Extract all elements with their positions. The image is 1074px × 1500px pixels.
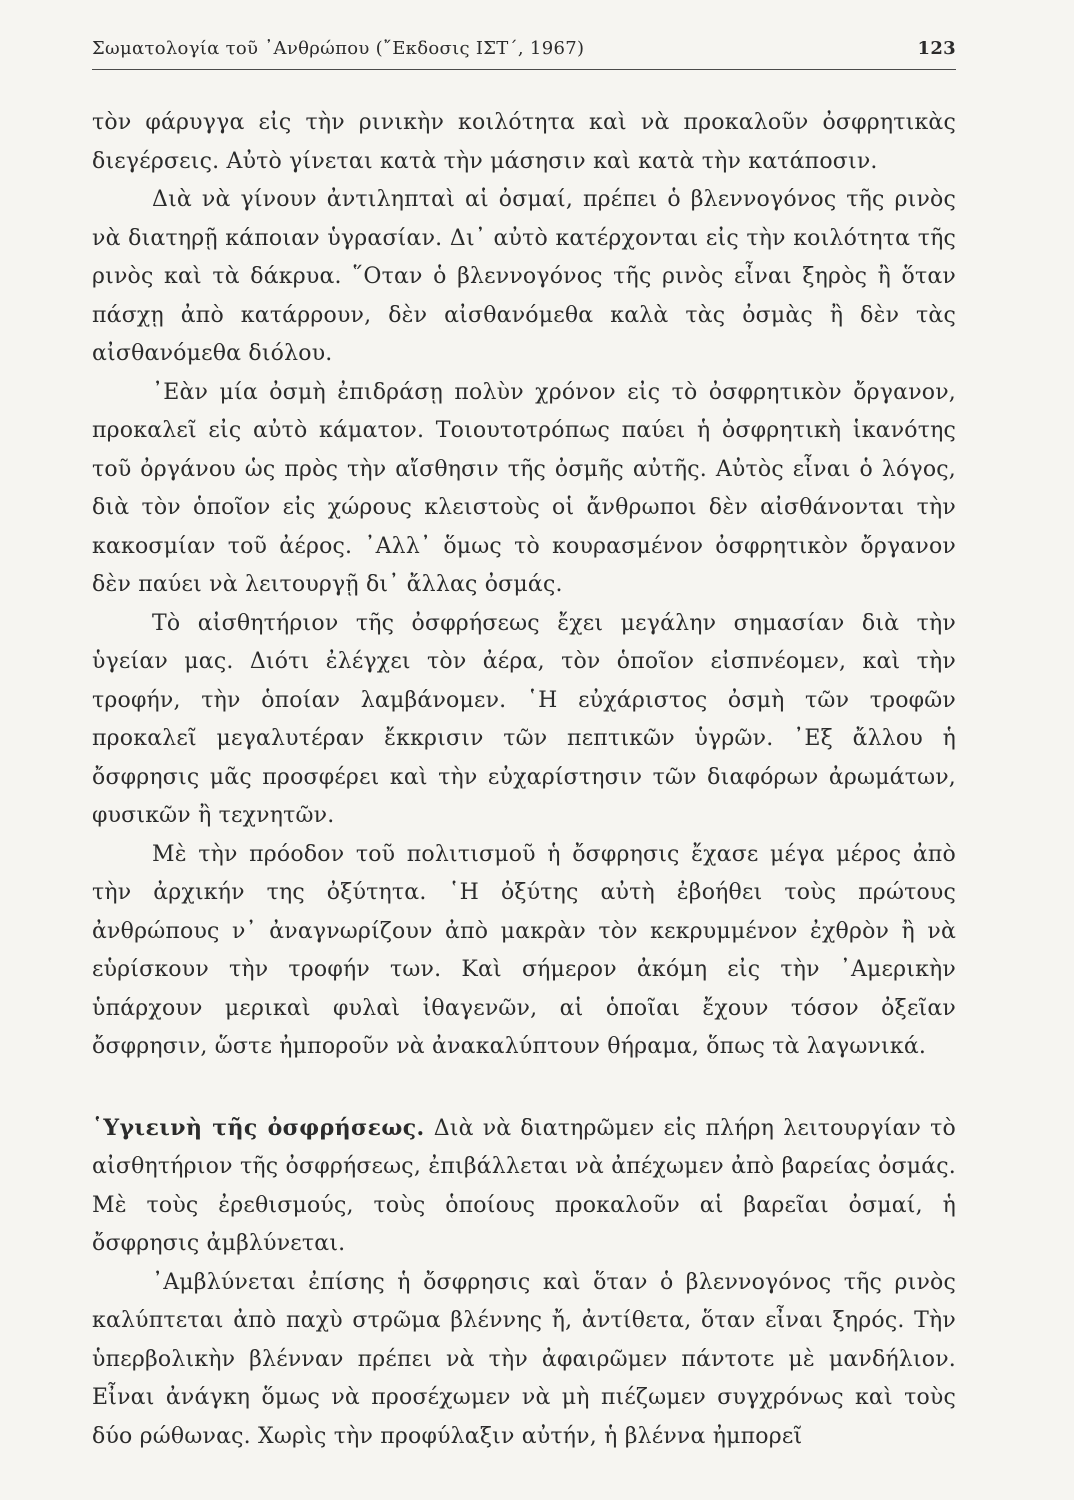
running-title: Σωματολογία τοῦ ᾿Ανθρώπου (῎Εκδοσις ΙΣΤ΄, 1967) [92, 38, 585, 59]
paragraph: Διὰ νὰ γίνουν ἀντιληπταὶ αἱ ὀσμαί, πρέπει ὁ βλεννογόνος τῆς ρινὸς νὰ διατηρῇ κάποιαν ὑγρασίαν. Δι᾿ αὐτὸ κατέρχονται εἰς τὴν κοιλότητα τῆς ρινὸς καὶ τὰ δάκρυα. ῞Οταν ὁ βλεννογόνος τῆς ρινὸς εἶναι ξηρὸς ἢ ὅταν πάσχῃ ἀπὸ κατάρρουν, δὲν αἰσθανόμεθα καλὰ τὰς ὀσμὰς ἢ δὲν τὰς αἰσθανόμεθα διόλου. [92, 187, 956, 366]
paragraph-continued: τὸν φάρυγγα εἰς τὴν ρινικὴν κοιλότητα καὶ νὰ προκαλοῦν ὀσφρητικὰς διεγέρσεις. Αὐτὸ γίνεται κατὰ τὴν μάσησιν καὶ κατὰ τὴν κατάποσιν. [92, 110, 956, 174]
body-text [92, 104, 956, 1456]
section-heading: ῾Υγιεινὴ τῆς ὀσφρήσεως. [92, 1114, 425, 1141]
section-text: Διὰ νὰ διατηρῶμεν εἰς πλήρη λειτουργίαν τὸ αἰσθητήριον τῆς ὀσφρήσεως, ἐπιβάλλεται νὰ ἀπέχωμεν ἀπὸ βαρείας ὀσμάς. Μὲ τοὺς ἐρεθισμούς, τοὺς ὁποίους προκαλοῦν αἱ βαρεῖαι ὀσμαί, ἡ ὄσφρησις ἀμβλύνεται. [92, 1115, 956, 1256]
paragraph: ᾿Εὰν μία ὀσμὴ ἐπιδράσῃ πολὺν χρόνον εἰς τὸ ὀσφρητικὸν ὄργανον, προκαλεῖ εἰς αὐτὸ κάματον. Τοιουτοτρόπως παύει ἡ ὀσφρητικὴ ἱκανότης τοῦ ὀργάνου ὡς πρὸς τὴν αἴσθησιν τῆς ὀσμῆς αὐτῆς. Αὐτὸς εἶναι ὁ λόγος, διὰ τὸν ὁποῖον εἰς χώρους κλειστοὺς οἱ ἄνθρωποι δὲν αἰσθάνονται τὴν κακοσμίαν τοῦ ἀέρος. ᾿Αλλ᾿ ὅμως τὸ κουρασμένον ὀσφρητικὸν ὄργανον δὲν παύει νὰ λειτουργῇ δι᾿ ἄλλας ὀσμάς. [92, 379, 956, 597]
running-header [92, 38, 956, 70]
page-number: 123 [917, 38, 956, 59]
paragraph: Μὲ τὴν πρόοδον τοῦ πολιτισμοῦ ἡ ὄσφρησις ἔχασε μέγα μέρος ἀπὸ τὴν ἀρχικήν της ὀξύτητα. ῾Η ὀξύτης αὐτὴ ἐβοήθει τοὺς πρώτους ἀνθρώπους ν᾿ ἀναγνωρίζουν ἀπὸ μακρὰν τὸν κεκρυμμένον ἐχθρὸν ἢ νὰ εὑρίσκουν τὴν τροφήν των. Καὶ σήμερον ἀκόμη εἰς τὴν ᾿Αμερικὴν ὑπάρχουν μερικαὶ φυλαὶ ἰθαγενῶν, αἱ ὁποῖαι ἔχουν τόσον ὀξεῖαν ὄσφρησιν, ὥστε ἠμποροῦν νὰ ἀνακαλύπτουν θήραμα, ὅπως τὰ λαγωνικά. [92, 841, 956, 1059]
paragraph: ᾿Αμβλύνεται ἐπίσης ἡ ὄσφρησις καὶ ὅταν ὁ βλεννογόνος τῆς ρινὸς καλύπτεται ἀπὸ παχὺ στρῶμα βλέννης ἤ, ἀντίθετα, ὅταν εἶναι ξηρός. Τὴν ὑπερβολικὴν βλένναν πρέπει νὰ τὴν ἀφαιρῶμεν πάντοτε μὲ μανδήλιον. Εἶναι ἀνάγκη ὅμως νὰ προσέχωμεν νὰ μὴ πιέζωμεν συγχρόνως καὶ τοὺς δύο ρώθωνας. Χωρὶς τὴν προφύλαξιν αὐτήν, ἡ βλέννα ἠμπορεῖ [92, 1269, 956, 1449]
paragraph: Τὸ αἰσθητήριον τῆς ὀσφρήσεως ἔχει μεγάλην σημασίαν διὰ τὴν ὑγείαν μας. Διότι ἐλέγχει τὸν ἀέρα, τὸν ὁποῖον εἰσπνέομεν, καὶ τὴν τροφήν, τὴν ὁποίαν λαμβάνομεν. ῾Η εὐχάριστος ὀσμὴ τῶν τροφῶν προκαλεῖ μεγαλυτέραν ἔκκρισιν τῶν πεπτικῶν ὑγρῶν. ᾿Εξ ἄλλου ἡ ὄσφρησις μᾶς προσφέρει καὶ τὴν εὐχαρίστησιν τῶν διαφόρων ἀρωμάτων, φυσικῶν ἢ τεχνητῶν. [92, 610, 956, 828]
section-paragraph [92, 1109, 956, 1264]
